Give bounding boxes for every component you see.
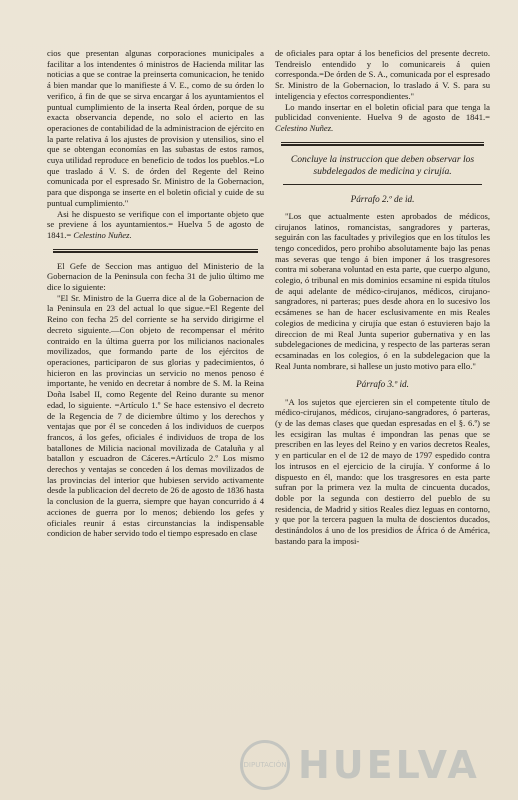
right-paragraph-1: de oficiales para optar á los beneficios del presente decreto. Tendreislo entendido y lo comunicareis á quien corresponda.=De órden de S. A., comunicada por el espresado Sr. Ministro de la Gobernacion, lo traslado á V. S. para su inteligencia y efectos correspondientes." xyxy=(275,48,490,101)
right-paragraph-3: "Los que actualmente esten aprobados de médicos, cirujanos latinos, romancistas, sangradores y parteras, seguirán con las facultades y privilegios que en los títulos les tengo concedidos, pero prohibo absolutamente bajo las penas mas severas que tengo á bien imponer á los trasgresores contra mi soberana voluntad en esta parte, que cuerpo alguno, colegio, ó tribunal en mis dominios ecsamine ni espida títulos de aqui adelante de médico-cirujanos, médicos, cirujano-sangradores, ni parteras; pues desde ahora en lo sucesivo los ecsámenes se han de hacer esclusivamente en mis Reales colegios de medicina y cirujía que estan ó estuvieren bajo la direccion de mi Real Junta superior gubernativa y en las subdelegaciones de medicina, y respecto de las parteras seran ecsaminadas en los colegios, ó en la subdelegacion que la Real Junta nombrare, si hallese un justo motivo para ello." xyxy=(275,210,490,371)
right-signature: Celestino Nuñez. xyxy=(275,122,334,133)
section-divider xyxy=(53,249,258,251)
paragraph-heading-2: Párrafo 2.º de id. xyxy=(350,193,415,204)
left-paragraph-2 xyxy=(47,209,264,241)
left-signature: Celestino Nuñez. xyxy=(73,229,132,240)
left-paragraph-2-text: Asi he dispuesto se verifique con el importante objeto que se previene á los ayuntamientos.= Huelva 5 de agosto de 1841.= xyxy=(47,208,264,240)
diputacion-seal-icon: DIPUTACIÓN xyxy=(240,740,290,790)
right-column xyxy=(275,48,490,546)
left-paragraph-3: El Gefe de Seccion mas antiguo del Ministerio de la Gobernacion de la Peninsula con fecha 31 de julio último me dice lo siguiente: xyxy=(47,260,264,293)
left-paragraph-4: "El Sr. Ministro de la Guerra dice al de la Gobernacion de la Peninsula en 23 del actual lo que sigue.=El Regente del Reino con fecha 25 del corriente se ha servido dirigirme el decreto siguiente.—Con objeto de recompensar el mérito contraido en la última guerra por los milicianos nacionales movilizados, que formando parte de los ejércitos de operaciones, participaron de sus glorias y padecimientos, ó hicieron en las provincias un servicio no menos penoso é importante, he venido en decretar á nombre de S. M. la Reina Doña Isabel II, como Regente del Reino durante su menor edad, lo siguiente. =Artículo 1.º Se hace estensivo el decreto de la Regencia de 7 de diciembre último y los derechos y ventajas que por él se conceden á los individuos de cuerpos francos, á los gefes, oficiales é individuos de tropa de los batallones de Milicia nacional movilizada de Cataluña y al batallon y escuadron de Cáceres.=Artículo 2.º Los mismo derechos y ventajas se conceden á los demas movilizados de las provincias del interior que hubiesen servido activamente desde la publicacion del decreto de 26 de agosto de 1836 hasta la conclusion de la guerra, siempre que hayan concurrido á 4 acciones de guerra por lo menos; debiendo los gefes y oficiales reunir á estas circunstancias la indispensable condicion de haber servido todo el tiempo espresado en clase xyxy=(47,292,264,539)
section-divider xyxy=(281,142,484,144)
right-paragraph-4: "A los sujetos que ejercieren sin el competente título de médico-cirujanos, médicos, cirujano-sangradores, ó parteras, (y de las demas clases que quedan espresadas en el §. 6.º) se les ecsigiran las multas é impondran las penas que se prescriben en las leyes del Reino y en varios decretos Reales, y en particular en el de 12 de mayo de 1797 espedido contra los intrusos en el ejercicio de la cirujía. Y conforme á lo dispuesto en él, mando: que los trasgresores en esta parte sufran por la primera vez la multa de cincuenta ducados, doble por la segunda con destierro del pueblo de su residencia, de Madrid y sitios Reales diez leguas en contorno, y que por la tercera paguen la multa de doscientos ducados, destinándolos á uno de los presidios de África ó de América, bastando para la imposi- xyxy=(275,396,490,546)
left-paragraph-1: cios que presentan algunas corporaciones municipales a facilitar a los intendentes ó ministros de Hacienda militar las noticias a que se contrae la preinserta comunicacion, he tenido á bien mandar que lo manifieste á V. E., como de su órden lo verifico, á fin de que se sirva encargar á los ayuntamientos el puntual cumplimiento de la inserta Real órden, porque de su exacta observancia depende, no solo el acierto en las operaciones de contabilidad de la administracion de ejército en la parte relativa á los ajustes de provision y utensilios, sino el que se obtengan economías en las subastas de estos ramos, cuya utilidad reproduce en beneficio de todos los pueblos.=Lo que traslado á V. S. de órden del Regente del Reino comunicada por el espresado Sr. Ministro de la Gobernacion, para que disponga se inserte en el boletin oficial y cuide de su puntual cumplimiento." xyxy=(47,48,264,208)
right-paragraph-2-text: Lo mando insertar en el boletin oficial para que tenga la publicidad conveniente. Huelva 9 de agosto de 1841.= xyxy=(275,101,490,123)
archive-watermark xyxy=(240,740,510,790)
section-title: Concluye la instruccion que deben observar los subdelegados de medicina y cirujía. xyxy=(290,153,475,177)
paragraph-heading-3: Párrafo 3.º id. xyxy=(356,379,409,390)
right-paragraph-2 xyxy=(275,102,490,134)
title-rule xyxy=(283,184,482,186)
watermark-brand: HUELVA xyxy=(298,743,480,787)
left-column xyxy=(47,48,264,539)
